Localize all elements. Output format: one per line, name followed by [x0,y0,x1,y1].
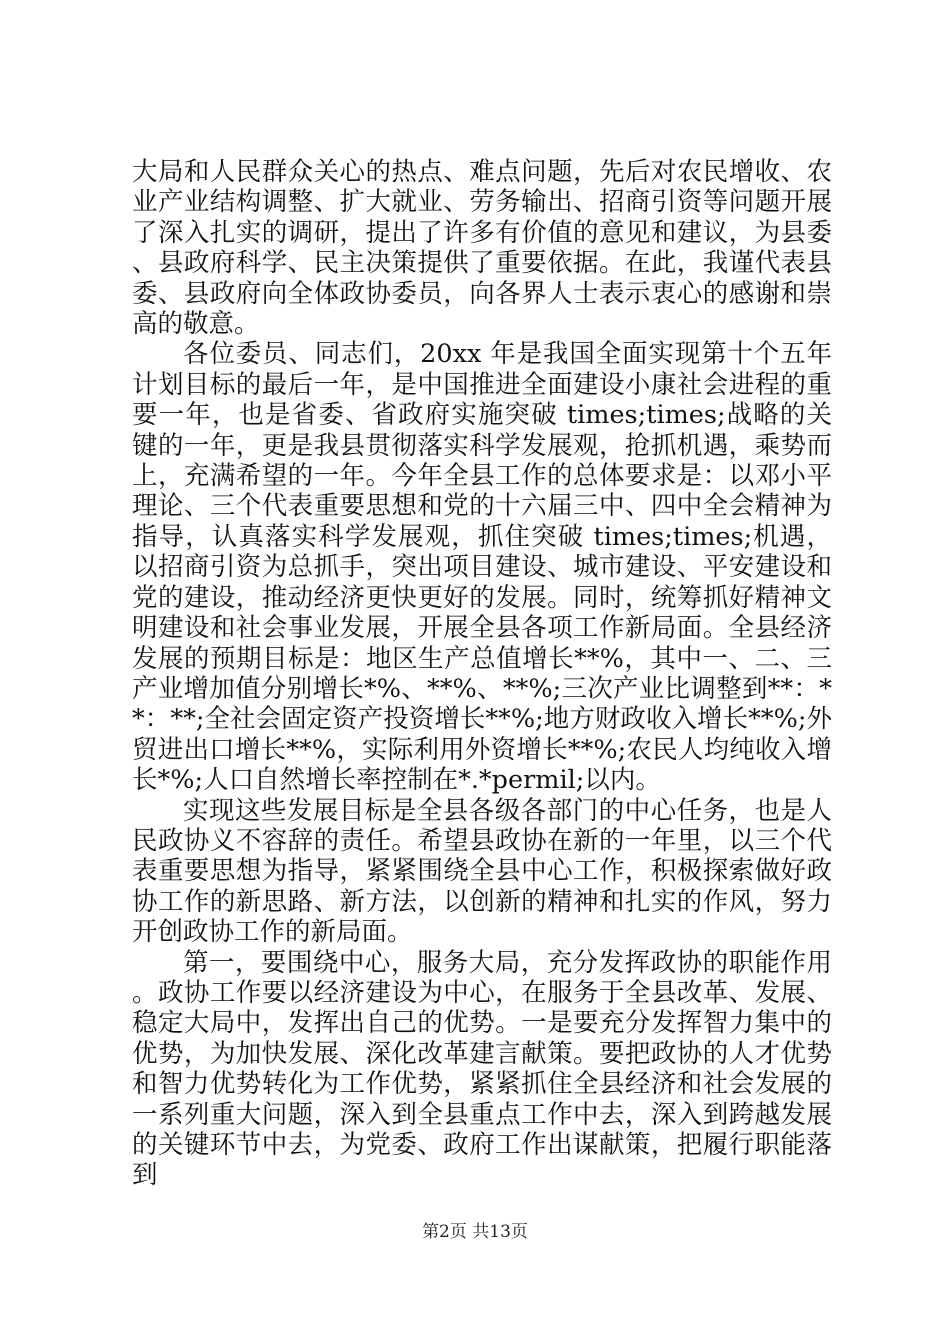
body-text [132,157,832,1191]
page-footer: 第2页 共13页 [422,1222,528,1242]
paragraph-responsibility: 实现这些发展目标是全县各级各部门的中心任务，也是人民政协义不容辞的责任。希望县政协在新的一年里，以三个代表重要思想为指导，紧紧围绕全县中心工作，积极探索做好政协工作的新思路、新方法，以创新的精神和扎实的作风，努力开创政协工作的新局面。 [132,795,832,948]
paragraph-continuation: 大局和人民群众关心的热点、难点问题，先后对农民增收、农业产业结构调整、扩大就业、劳务输出、招商引资等问题开展了深入扎实的调研，提出了许多有价值的意见和建议，为县委、县政府科学、民主决策提供了重要依据。在此，我谨代表县委、县政府向全体政协委员，向各界人士表示衷心的感谢和崇高的敬意。 [132,157,832,340]
paragraph-annual-goals: 各位委员、同志们，20xx 年是我国全面实现第十个五年计划目标的最后一年，是中国推进全面建设小康社会进程的重要一年，也是省委、省政府实施突破 times;times;战略的关键的一年，更是我县贯彻落实科学发展观，抢抓机遇，乘势而上，充满希望的一年。今年全县工作的总体要求是：以邓小平理论、三个代表重要思想和党的十六届三中、四中全会精神为指导，认真落实科学发展观，抓住突破 times;times;机遇，以招商引资为总抓手，突出项目建设、城市建设、平安建设和党的建设，推动经济更快更好的发展。同时，统筹抓好精神文明建设和社会事业发展，开展全县各项工作新局面。全县经济发展的预期目标是：地区生产总值增长**%，其中一、二、三产业增加值分别增长*%、**%、**%;三次产业比调整到**：**：**;全社会固定资产投资增长**%;地方财政收入增长**%;外贸进出口增长**%，实际利用外资增长**%;农民人均纯收入增长*%;人口自然增长率控制在*.*permil;以内。 [132,339,832,796]
paragraph-first-point: 第一，要围绕中心，服务大局，充分发挥政协的职能作用。政协工作要以经济建设为中心，在服务于全县改革、发展、稳定大局中，发挥出自己的优势。一是要充分发挥智力集中的优势，为加快发展、深化改革建言献策。要把政协的人才优势和智力优势转化为工作优势，紧紧抓住全县经济和社会发展的一系列重大问题，深入到全县重点工作中去，深入到跨越发展的关键环节中去，为党委、政府工作出谋献策，把履行职能落到 [132,947,832,1191]
